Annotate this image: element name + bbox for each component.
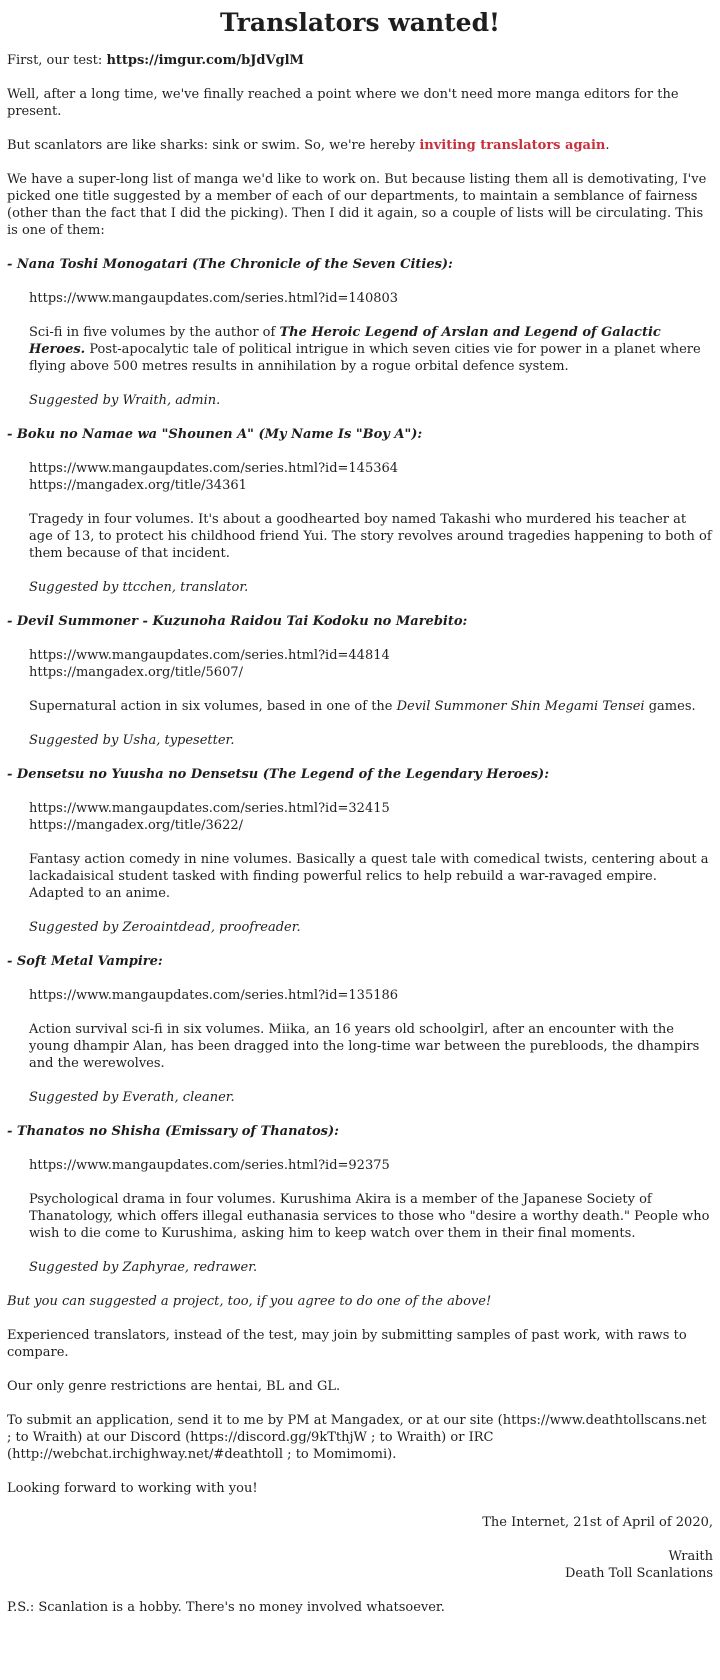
series-description [29,1021,713,1072]
suggested-by [29,732,713,749]
text-run: The Internet, 21st of April of 2020, [482,1515,713,1530]
text-run: Tragedy in four volumes. It's about a goodhearted boy named Takashi who murdered his teacher at age of 13, to protect his childhood friend Yui. The story revolves around tragedies happening to both of them because of that incident. [29,512,712,561]
text-run: Action survival sci-fi in six volumes. Miika, an 16 years old schoolgirl, after an encounter with the young dhampir Alan, has been dragged into the long-time war between the purebloods, the dhampirs and the werewolves. [29,1022,700,1071]
text-run: - Densetsu no Yuusha no Densetsu (The Legend of the Legendary Heroes): [7,767,550,782]
series-links [29,800,713,834]
text-run: We have a super-long list of manga we'd like to work on. But because listing them all is demotivating, I've picked one title suggested by a member of each of our departments, to maintain a semblance of fairness (other than the fact that I did the picking). Then I did it again, so a couple of lists will be circulating. This is one of them: [7,172,707,238]
url-text: https://www.mangaupdates.com/series.html?id=44814 [29,648,390,663]
url-text: https://www.mangaupdates.com/series.html?id=145364 [29,461,399,476]
url-text: https://www.mangaupdates.com/series.html?id=32415 [29,801,390,816]
suggested-by [29,1089,713,1106]
signature-group: Death Toll Scanlations [564,1566,713,1581]
series-heading [7,953,713,970]
series-heading [7,613,713,630]
note-suggest-own [7,1293,713,1310]
text-run: Fantasy action comedy in nine volumes. Basically a quest tale with comedical twists, centering about a lackadaisical student tasked with finding powerful relics to help rebuild a war-ravaged empire. Adapted to an anime. [29,852,709,901]
text-run: Psychological drama in four volumes. Kurushima Akira is a member of the Japanese Society of Thanatology, which offers illegal euthanasia services to those who "desire a worthy death." People who wish to die come to Kurushima, asking him to keep watch over them in their final moments. [29,1192,710,1241]
text-run: Suggested by Zaphyrae, redrawer. [29,1260,258,1275]
suggested-by [29,1259,713,1276]
series-links [29,460,713,494]
page-title: Translators wanted! [219,8,501,37]
text-run: Well, after a long time, we've finally reached a point where we don't need more manga editors for the present. [7,87,679,119]
url-text: https://mangadex.org/title/5607/ [29,665,243,680]
dateline [7,1514,713,1531]
paragraph-experienced [7,1327,713,1361]
highlight-inviting-translators: inviting translators again [419,138,606,153]
text-run: Suggested by Wraith, admin. [29,393,221,408]
series-heading [7,426,713,443]
series-links [29,1157,713,1174]
paragraph-how-to-apply [7,1412,713,1463]
url-text: https://mangadex.org/title/34361 [29,478,247,493]
text-run: Post-apocalytic tale of political intrigue in which seven cities vie for power in a planet where flying above 500 metres results in annihilation by a rogue orbital defence system. [29,342,701,374]
text-run: But you can suggested a project, too, if you agree to do one of the above! [7,1294,492,1309]
text-run: The Heroic Legend of Arslan and Legend of Galactic Heroes. [29,325,661,357]
text-run: Sci-fi in five volumes by the author of [29,325,280,340]
series-description [29,1191,713,1242]
suggested-by [29,579,713,596]
text-run: Suggested by Usha, typesetter. [29,733,235,748]
paragraph-editors [7,86,713,120]
text-run: - Soft Metal Vampire: [7,954,163,969]
text-run: - Nana Toshi Monogatari (The Chronicle of the Seven Cities): [7,257,453,272]
paragraph-closing [7,1480,713,1497]
series-heading [7,766,713,783]
series-description [29,851,713,902]
url-text: https://www.mangaupdates.com/series.html?id=135186 [29,988,399,1003]
text-run: Looking forward to working with you! [7,1481,258,1496]
text-run: Suggested by Zeroaintdead, proofreader. [29,920,301,935]
text-run: . [605,138,610,153]
text-run: Devil Summoner Shin Megami Tensei [396,699,645,714]
text-run: Suggested by ttcchen, translator. [29,580,249,595]
paragraph-list-intro [7,171,713,239]
series-description [29,511,713,562]
text-run: To submit an application, send it to me by PM at Mangadex, or at our site (https://www.deathtollscans.net ; to Wraith) at our Discord (https://discord.gg/9kTthjW ; to Wraith) or IRC (http://webchat.irchighway.net/#deathtoll ; to Momimomi). [7,1413,707,1462]
signature-name: Wraith [668,1549,713,1564]
series-links [29,647,713,681]
text-run: - Thanatos no Shisha (Emissary of Thanatos): [7,1124,339,1139]
test-url-text: https://imgur.com/bJdVglM [106,53,304,68]
url-text: https://www.mangaupdates.com/series.html?id=140803 [29,291,399,306]
series-heading [7,256,713,273]
url-text: https://mangadex.org/title/3622/ [29,818,243,833]
paragraph-inviting [7,137,713,154]
text-run: But scanlators are like sharks: sink or swim. So, we're hereby [7,138,420,153]
series-description [29,324,713,375]
text-run: - Boku no Namae wa "Shounen A" (My Name Is "Boy A"): [7,427,423,442]
signature [7,1548,713,1582]
series-heading [7,1123,713,1140]
series-links [29,290,713,307]
text-run: Experienced translators, instead of the test, may join by submitting samples of past work, with raws to compare. [7,1328,687,1360]
url-text: https://www.mangaupdates.com/series.html?id=92375 [29,1158,390,1173]
suggested-by [29,392,713,409]
document-body [7,52,713,1616]
text-run: Supernatural action in six volumes, based in one of the [29,699,397,714]
text-run: First, our test: [7,53,107,68]
postscript [7,1599,713,1616]
text-run: P.S.: Scanlation is a hobby. There's no money involved whatsoever. [7,1600,445,1615]
text-run: - Devil Summoner - Kuzunoha Raidou Tai Kodoku no Marebito: [7,614,468,629]
suggested-by [29,919,713,936]
intro-test-line [7,52,713,69]
text-run: Suggested by Everath, cleaner. [29,1090,235,1105]
text-run: Our only genre restrictions are hentai, BL and GL. [7,1379,341,1394]
series-description [29,698,713,715]
paragraph-genre-restrictions [7,1378,713,1395]
series-links [29,987,713,1004]
text-run: games. [644,699,696,714]
